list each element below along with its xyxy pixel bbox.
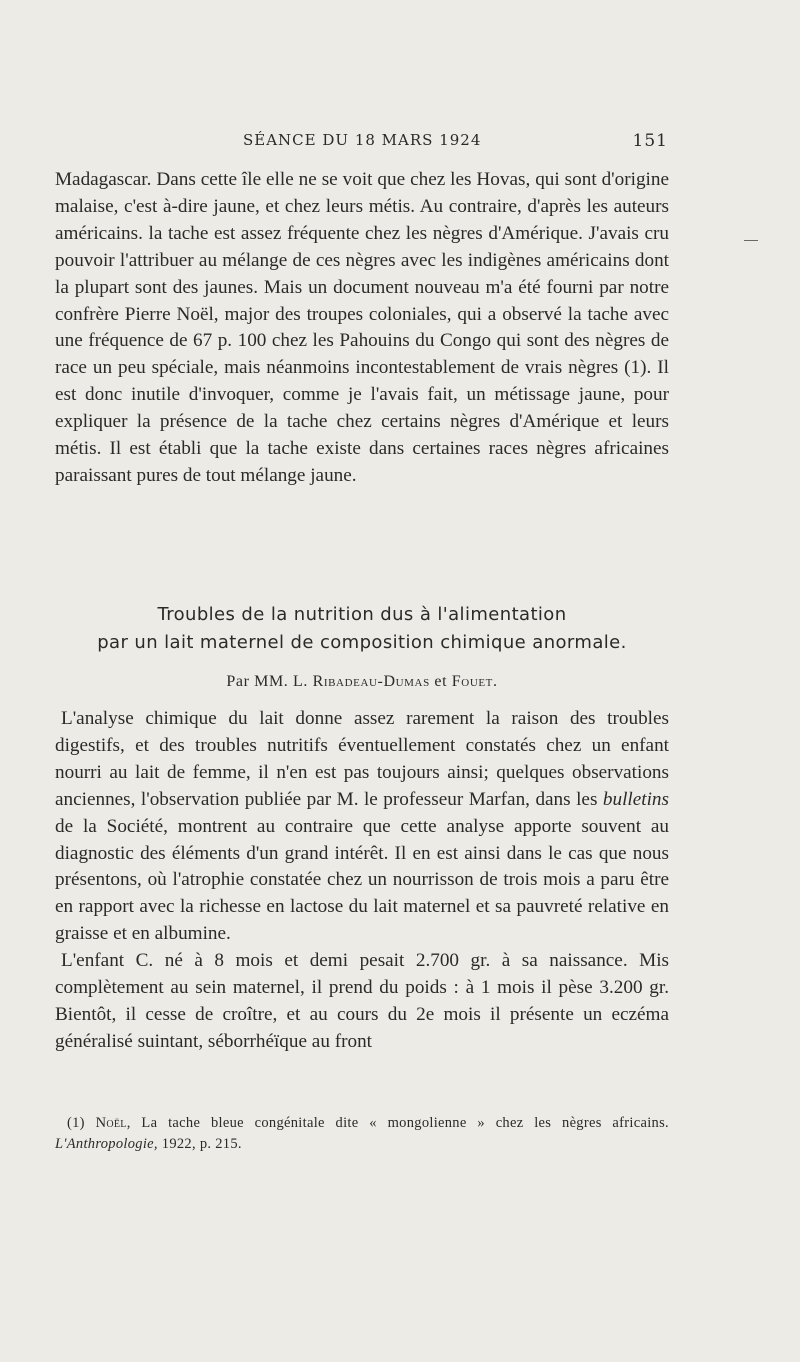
author-2: Fouet. (451, 673, 498, 690)
running-head (58, 131, 668, 153)
article-title-line-2: par un lait maternel de composition chimique anormale. (97, 632, 627, 653)
paragraph-3: L'enfant C. né à 8 mois et demi pesait 2.700 gr. à sa naissance. Mis complètement au sein maternel, il prend du poids : à 1 mois il pèse 3.200 gr. Bientôt, il cesse de croître, et au cours du 2e mois il présente un eczéma généralisé suintant, séborrhéïque au front (55, 950, 669, 1052)
paragraph-2-after-italic: de la Société, montrent au contraire que cette analyse apporte souvent au diagnostic des éléments d'un grand intérêt. Il en est ainsi dans le cas que nous présentons, où l'atrophie constatée chez un nourrisson de trois mois a paru être en rapport avec la richesse en lactose du lait maternel et sa pauvreté relative en graisse et en albumine. (55, 815, 669, 945)
margin-mark (744, 240, 758, 241)
footnote (55, 1113, 669, 1155)
running-head-title: SÉANCE DU 18 MARS 1924 (243, 131, 482, 149)
footnote-italic: L'Anthropologie, (55, 1136, 158, 1152)
article-authors (55, 673, 669, 691)
paragraph-continued (55, 167, 669, 490)
author-1: Ribadeau-Dumas (312, 673, 430, 690)
authors-prefix: Par MM. L. (226, 673, 308, 690)
paragraph-1-text: Madagascar. Dans cette île elle ne se voit que chez les Hovas, qui sont d'origine malaise, c'est à-dire jaune, et chez leurs métis. Au contraire, d'après les auteurs américains. la tache est assez fréquente chez les nègres d'Amérique. J'avais cru pouvoir l'attribuer au mélange de ces nègres avec les indigènes américains dont la plupart sont des jaunes. Mais un document nouveau m'a été fourni par notre confrère Pierre Noël, major des troupes coloniales, qui a observé la tache avec une fréquence de 67 p. 100 chez les Pahouins du Congo qui sont des nègres de race un peu spéciale, mais néanmoins incontestablement de vrais nègres (1). Il est donc inutile d'invoquer, comme je l'avais fait, un métissage jaune, pour expliquer la présence de la tache chez certains nègres d'Amérique et leurs métis. Il est établi que la tache existe dans certaines races nègres africaines paraissant pures de tout mélange jaune. (55, 169, 669, 486)
paragraph-2-italic: bulletins (602, 788, 669, 810)
authors-joiner: et (434, 673, 448, 690)
paragraph-2 (55, 706, 669, 948)
article-body (55, 706, 669, 1056)
footnote-before-italic: La tache bleue congénitale dite « mongolienne » chez les nègres africains. (141, 1115, 669, 1131)
paragraph-2-before-italic: L'analyse chimique du lait donne assez rarement la raison des troubles digestifs, et des troubles nutritifs éventuellement constatés chez un enfant nourri au lait de femme, il n'en est pas toujours ainsi; quelques observations anciennes, l'observation publiée par M. le professeur Marfan, dans les (55, 708, 669, 810)
page-number: 151 (632, 131, 668, 151)
article-title-line-1: Troubles de la nutrition dus à l'alimentation (157, 604, 567, 625)
article-title (55, 601, 669, 657)
footnote-marker: (1) (67, 1115, 85, 1131)
footnote-author: Noël, (95, 1115, 131, 1131)
footnote-text (55, 1113, 669, 1155)
footnote-after-italic: 1922, p. 215. (161, 1136, 242, 1152)
